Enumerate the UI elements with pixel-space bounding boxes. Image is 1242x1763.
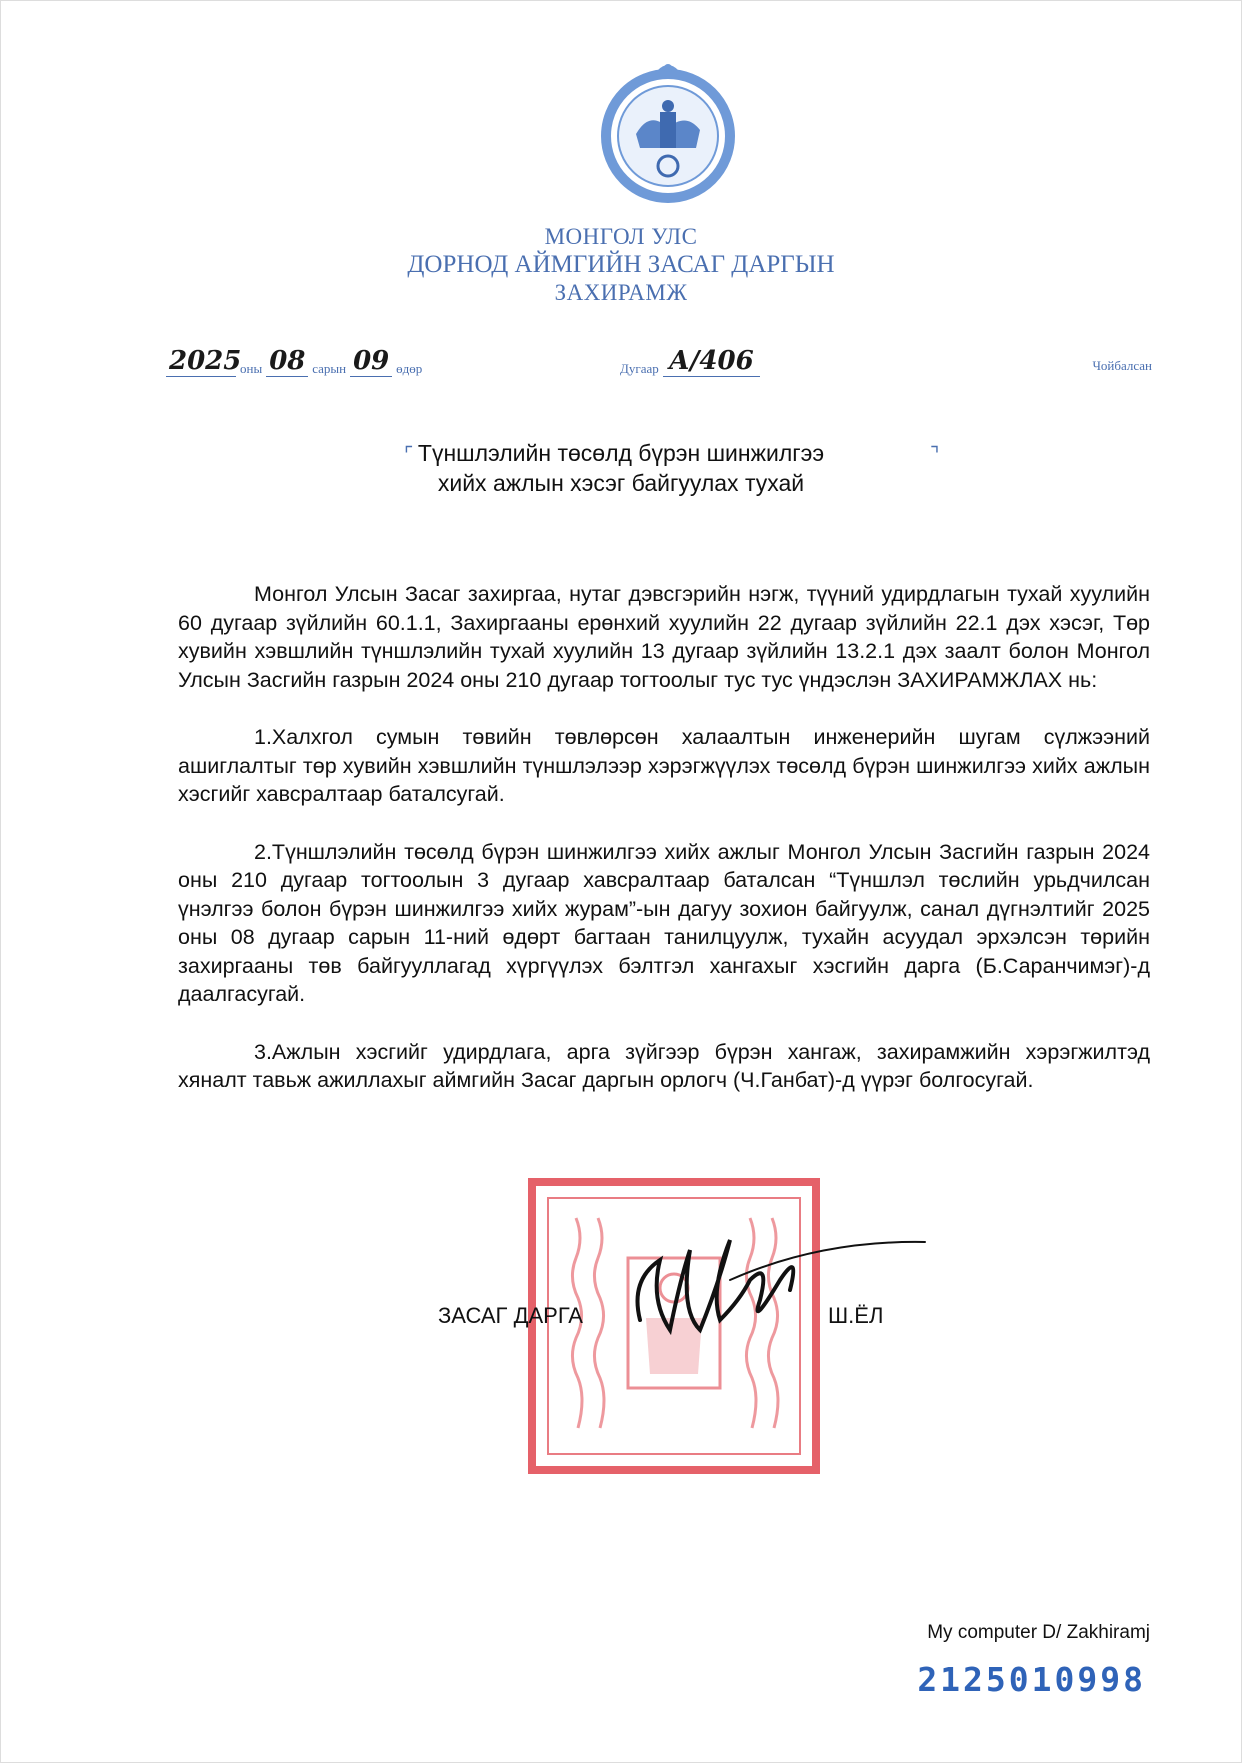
document-body bbox=[178, 580, 1150, 1124]
date-month-label: сарын bbox=[312, 361, 347, 376]
signatory-name: Ш.ЁЛ bbox=[828, 1303, 884, 1328]
document-type: ЗАХИРАМЖ bbox=[554, 280, 688, 305]
signatory-title: ЗАСАГ ДАРГА bbox=[438, 1303, 583, 1328]
date-day-label: өдөр bbox=[396, 361, 423, 376]
city: Чойбалсан bbox=[1092, 358, 1152, 373]
date-year-label: оны bbox=[240, 361, 263, 376]
date-year: 2025 bbox=[166, 346, 236, 377]
org-line-country: МОНГОЛ УЛС bbox=[544, 224, 698, 249]
item-2-paragraph: 2.Түншлэлийн төсөлд бүрэн шинжилгээ хийх ажлыг Монгол Улсын Засгийн газрын 2024 оны 210 дугаар тогтоолын 3 дугаар хавсралтаар баталсан “Түншлэл төслийн урьдчилсан үнэлгээ болон бүрэн шинжилгээ хийх журам”-ын дагуу зохион байгуулж, санал дүгнэлтийг 2025 оны 08 дугаар сарын 11-ний өдөрт багтаан танилцуулж, тухайн асуудал эрхэлсэн төрийн захиргааны төв байгууллагад хүргүүлэх бэлтгэл хангахыг хэсгийн дарга (Б.Саранчимэг)-д даалгасугай. bbox=[178, 839, 1150, 1006]
date-day: 09 bbox=[350, 346, 392, 377]
date-line bbox=[166, 343, 422, 377]
preamble-paragraph: Монгол Улсын Засаг захиргаа, нутаг дэвсгэрийн нэгж, түүний удирдлагын тухай хуулийн 60 дугаар зүйлийн 60.1.1, Захиргааны ерөнхий хуулийн 22 дугаар зүйлийн 22.1 дэх хэсэг, Төр хувийн хэвшлийн түншлэлийн тухай хуулийн 13 дугаар зүйлийн 13.2.1 дэх заалт болон Монгол Улсын Засгийн газрын 2024 оны 210 дугаар тогтоолыг тус тус үндэслэн ЗАХИРАМЖЛАХ нь: bbox=[178, 582, 1150, 692]
subject-line-1: Түншлэлийн төсөлд бүрэн шинжилгээ bbox=[417, 440, 825, 466]
date-month: 08 bbox=[266, 346, 308, 377]
org-line-office: ДОРНОД АЙМГИЙН ЗАСАГ ДАРГЫН bbox=[407, 251, 835, 278]
item-1-paragraph: 1.Халхгол сумын төвийн төвлөрсөн халаалтын инженерийн шугам сүлжээний ашиглалтыг төр хувийн хэвшлийн түншлэлээр хэрэгжүүлэх төсөлд бүрэн шинжилгээ хийх ажлын хэсгийг хавсралтаар баталсугай. bbox=[178, 725, 1150, 806]
number-value: А/406 bbox=[663, 346, 760, 377]
state-emblem-icon bbox=[598, 56, 738, 208]
subject-line-2: хийх ажлын хэсэг байгуулах тухай bbox=[437, 470, 805, 496]
subject-corner-right: ⌝ bbox=[930, 444, 940, 466]
subject-corner-left: ⌜ bbox=[404, 444, 414, 466]
handwritten-signature-icon bbox=[620, 1220, 940, 1340]
file-path-note: My computer D/ Zakhiramj bbox=[927, 1622, 1150, 1643]
registration-code: 2125010998 bbox=[917, 1660, 1146, 1699]
number-line bbox=[620, 343, 760, 377]
number-label: Дугаар bbox=[620, 361, 659, 376]
subject bbox=[0, 438, 1242, 498]
item-3-paragraph: 3.Ажлын хэсгийг удирдлага, арга зүйгээр бүрэн хангаж, захирамжийн хэрэгжилтэд хяналт тавьж ажиллахыг аймгийн Засаг даргын орлогч (Ч.Ганбат)-д үүрэг болгосугай. bbox=[178, 1039, 1150, 1092]
